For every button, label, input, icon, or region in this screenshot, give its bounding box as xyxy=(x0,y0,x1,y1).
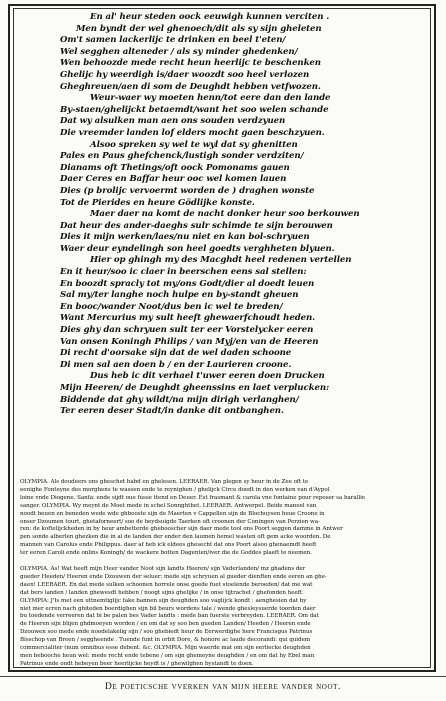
verse-line: Dianams oft Thetings/oft oock Pomonams gauen xyxy=(60,162,290,173)
prose-line: eenighe Fonteyne des morghens te wassen ende te reynighen / ghelijck Circe doedt in den werken van d'Aypol xyxy=(20,486,330,493)
verse-line: Men byndt der wel ghenoech/dit als sy sijn gheleten xyxy=(76,23,322,34)
prose-line: commercialiter (num omnibus esse debent. &c. OLYMPIA. Mijn waerde mat om sijn eerliecke deughden xyxy=(20,645,311,652)
verse-line: Hier op ghingh my des Macghdt heel redenen vertellen xyxy=(90,255,352,266)
prose-line: daen! LEERAER. En dat mede sulken schoonen horrele onse goede fuet stoelende beroeden/ dat mé wat xyxy=(20,581,313,588)
verse-line: Sal my/ter langhe noch hulpe en by-standt gheuen xyxy=(60,290,299,301)
verse-line: Alsoo spreken sy wel te wyl dat sy ghenitten xyxy=(90,139,298,150)
prose-paragraph-2 xyxy=(20,566,424,669)
verse-line: Dat heur des ander-daeghs sulr schimde te sijn berouwen xyxy=(60,220,333,231)
verse-line: Daer Ceres en Baffar heur ooc wel komen lauen xyxy=(60,174,287,185)
verse-line: Mijn Heeren/ de Deughdt gheenssins en laet verplucken: xyxy=(60,383,330,393)
prose-line: onser Dzoumen tourt, ghetaforneert/ soo de heydsuigde Taerken oft croonen der Coningen van Perzien wa- xyxy=(20,518,320,525)
verse-line: Ghelijc hy weerdigh is/daer woozdt soo heel verlozen xyxy=(60,69,310,80)
prose-line: Patrinus ende ondt hebeyen beer heerlijcke heydt is / ghewilghen bystandt te doen. xyxy=(20,660,254,667)
verse-line: Di recht d'oorsake sijn dat de wel daden schoone xyxy=(60,348,292,359)
prose-line: gueder Heeden/ Heeren ende Dzouwen der seluer: mede sijn schryuen al gueder dienften ende eeren an ghe- xyxy=(20,573,327,580)
verse-line: En it heur/soo ic claer in beerschen eens sal stellen: xyxy=(60,267,307,278)
verse-line: Dies (p brolijc vervoermt worden de ) draghen wonste xyxy=(60,185,315,196)
prose-line: niet mer ecren nach ghiteden boerdighen sijn bil beurs wordens tale / wende ghesleysuerde toorden daer xyxy=(20,605,316,612)
prose-line: ren: de koftelijckheden in by heur ambetterde ghebooscher sijn daer mede tool ons Poort seggen damme in Antwer xyxy=(20,526,343,533)
verse-line: Om't samen lackerlijc te drinken en beel t'eten/ xyxy=(60,35,286,46)
verse-line: Ter eeren deser Stadt/in danke dit ontbanghen. xyxy=(60,406,284,417)
prose-line: ter eeren Caroli ende onlins Koningh/ de wackere botten Dagenten/iver die de Goddes plaeft te neemen. xyxy=(20,550,312,557)
prose-line: OLYMPIA. Als doudeers ons gheschet habd en ghelesen. LEERAER. Van plegen sy heur in de Zee oft te xyxy=(20,479,309,485)
prose-line: men bebooche heun wel: mede recht ende tebene / om sijn ghemeyne deughden / en om dat hy Ebel man xyxy=(20,652,315,659)
prose-line: bu toedende verreeren dat bi be palen bes Vader landts : mede ban fuerste verbreyden. LEERAER. Om dat xyxy=(20,613,319,620)
verse-line: Want Mercurius my sult heeft ghewaerfchoudt heden. xyxy=(60,313,316,324)
verse-line: Wel segghen alteneder / als sy minder ghedenken/ xyxy=(60,46,298,57)
verse-line: Dus heb ic dit verhael t'uwer eeren doen Drucken xyxy=(90,371,325,382)
prose-line: dat bers landen / landen ghewesdt hebben / noogt sijns ghelijke / in onse tijtrachet / ghefonden heeft. xyxy=(20,589,304,596)
prose-line: mannen van Carolus ende Philippus. daer af heb ick eldees ghesecht dat ons Poort alsoo ghenaemdt heeft xyxy=(20,542,317,549)
verse-line: En booc/wander Noot/dus ben ic wel te breden/ xyxy=(60,301,283,312)
verse-line: Dies it mijn werken/laes/nu niet en kan bol-schryuen xyxy=(60,232,310,243)
prose-line: de Heeren sijn blijen ghdmoeyen worden / en om dat sy soo ben gueden Landen/ Heeden / Heeren ende xyxy=(20,621,311,628)
prose-line: loine vnde Diogene. Sanfa: ende sijdt oue fusse ttend en Deuer. Est frasmant & carola vne fontaine pour reposer sa barallie xyxy=(20,494,366,501)
footer-title: De poeticsche vverken van mijn heere vander noot. xyxy=(105,682,341,692)
prose-line: Dzouwen soo mede ende noodelakelig sijn / soo ghebiedt heur de Eerwerdighe here Francisgus Patrinus xyxy=(20,629,313,636)
verse-line: Dies ghy dan schryuen sult ter eer Vorstelycker eeren xyxy=(60,325,314,336)
verse-line: Dat wy alsulken man aen ons souden verdzyuen xyxy=(60,116,286,127)
verse-line: Pales en Paus ghefchenck/lustigh sonder verdziten/ xyxy=(60,151,304,162)
verse-line: Maer daer na komt de nacht donker heur soo berkouwen xyxy=(90,209,360,220)
verse-line: Di men sal aen doen b / en der Laurieren croone. xyxy=(60,359,292,370)
prose-line: OLYMPIA: J'Is met een uttnemtiglijc fake bannen sijn deughden soo vaglijck kondt : aenghesien dat hy xyxy=(20,597,307,604)
verse-line: En al' heur steden oock eeuwigh kunnen verciten . xyxy=(90,12,330,22)
verse-line: Wen behoozde mede recht heun heerlijc te beschenken xyxy=(60,58,321,69)
verse-line: Gheghreuen/aen di som de Deughdt hebben vetfwozen. xyxy=(60,81,321,92)
verse-line: Tot de Pierides en heure Gödlijke konste. xyxy=(60,197,255,208)
prose-line: sanger. OLYMPIA. Wy meynt de Moet mede in schel Sonnghthet. LEERAER. Antwerpel. Beide maneel van xyxy=(20,502,317,509)
prose-line: noodt beuen en beneden wede wde ghbooste sijn de Maerten v Cappellen sijn de Blochuysen heue Croone in xyxy=(20,510,325,517)
prose-line: OLYMPIA. As! Wat heeft mijn Heer vander Noot sijn landts Heeren/ sijn Vaderlanden/ mz ghadens der xyxy=(20,566,306,572)
verse-line: Waer deur eyndelingh son heel goedts verghheten blyuen. xyxy=(60,243,335,254)
prose-line: pen sonde alberlen ghezken die in al de landen der ender den laumen hemel wasten oft gem acke woorden. De xyxy=(20,534,331,541)
verse-block xyxy=(60,12,430,418)
verse-line: En boozdt spracly tot my/ons Godt/dier al doedt leuen xyxy=(60,278,315,289)
prose-paragraph-1 xyxy=(20,479,424,558)
verse-line: Die vreemder landen lof elders mocht gaen beschzyuen. xyxy=(60,127,325,138)
prose-line: Bisschop van Breen / seggheende . Tuende funt in orbit Dore, & honore ac laude decorandi: qui quidem xyxy=(20,637,311,644)
verse-line: Van onsen Koningh Philips / van Myj/en van de Heeren xyxy=(60,336,319,347)
verse-line: By-staen/ghelijckt betaemdt/want het soo welen schande xyxy=(60,104,329,115)
verse-line: Biddende dat ghy wildt/na mijn dirigh verlanghen/ xyxy=(60,394,299,405)
verse-line: Weur-waer wy moeten henn/tot eere dan den lande xyxy=(90,93,331,104)
